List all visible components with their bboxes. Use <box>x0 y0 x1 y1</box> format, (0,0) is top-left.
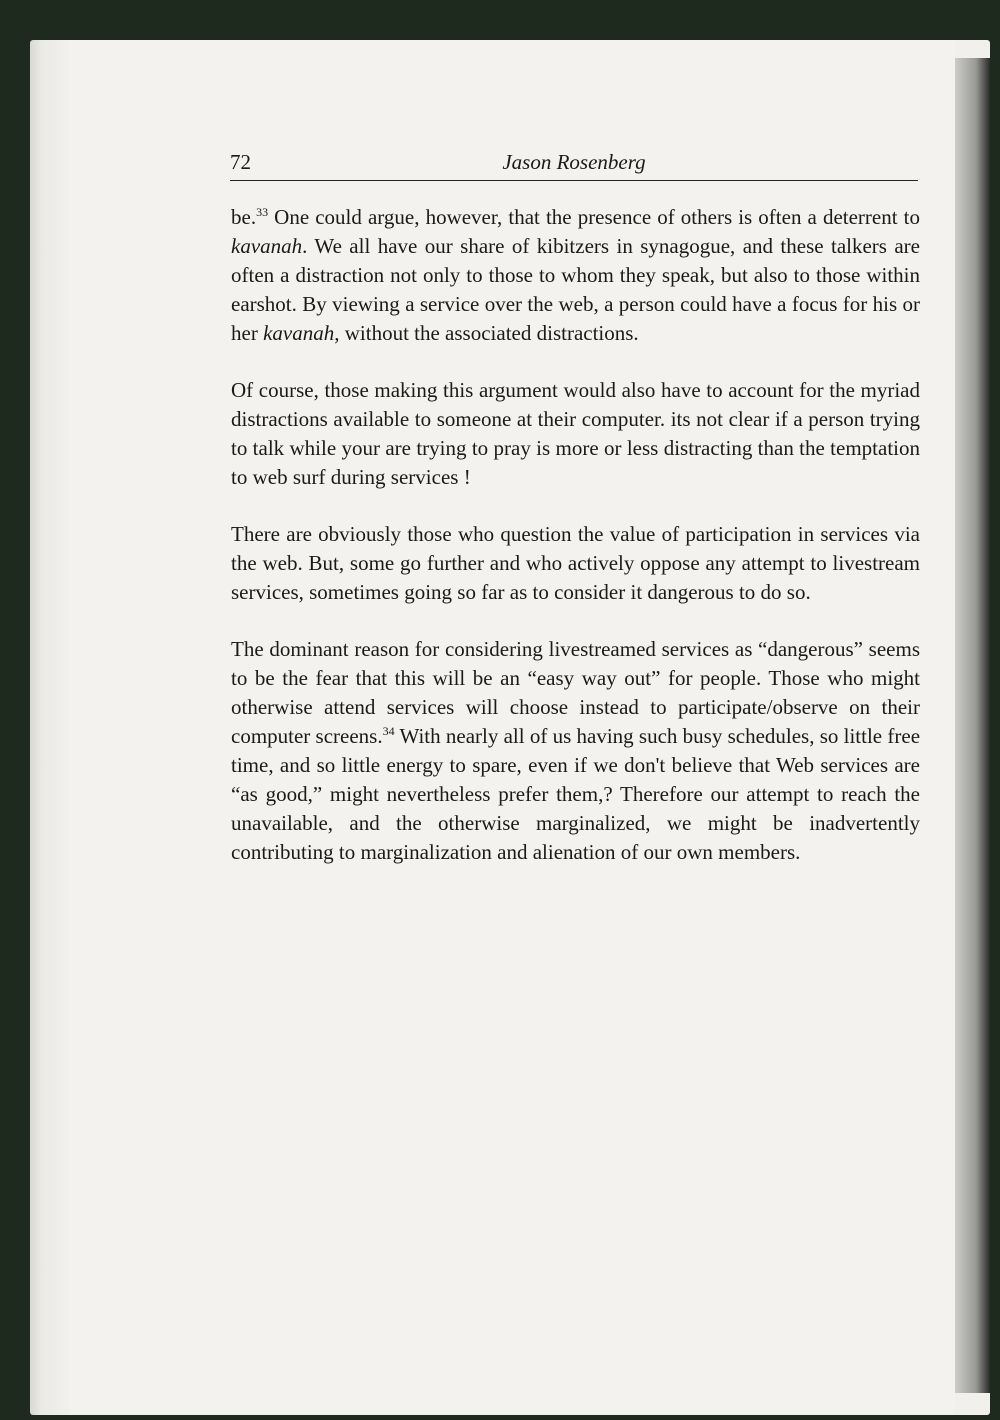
paragraph-1-text-a: be. <box>231 205 257 229</box>
paragraph-1-text-c: . We all have our share of kibitzers in synagogue, and these talkers are often a distraction not only to those to whom they speak, but also to those within earshot. By viewing a service over the web, a person could have a focus for his or her <box>231 234 920 345</box>
running-head <box>230 150 918 181</box>
paragraph-2: Of course, those making this argument would also have to account for the myriad distractions available to someone at their computer. its not clear if a person trying to talk while your are trying to pray is more or less distracting than the temptation to web surf during services ! <box>231 378 920 489</box>
paragraph-1-text-d: , without the associated distractions. <box>334 321 639 345</box>
footnote-ref-33: 33 <box>256 205 269 219</box>
page-edge <box>954 58 990 1393</box>
paragraph-4 <box>231 635 920 867</box>
paragraph-3: There are obviously those who question the value of participation in services via the web. But, some go further and who actively oppose any attempt to livestream services, sometimes going so far as to consider it dangerous to do so. <box>231 522 920 604</box>
italic-term: kavanah <box>263 321 335 345</box>
running-head-author: Jason Rosenberg <box>502 150 646 174</box>
italic-term: kavanah <box>231 234 303 258</box>
paragraph-1 <box>231 203 920 348</box>
page-number: 72 <box>230 150 251 174</box>
paragraph-4-text-b: With nearly all of us having such busy schedules, so little free time, and so little energy to spare, even if we don't believe that Web services are “as good,” might nevertheless prefer them,? Therefore our attempt to reach the unavailable, and the otherwise marginalized, we might be inadvertently contributing to marginalization and alienation of our own members. <box>231 724 921 864</box>
paragraph-4-text-a: The dominant reason for considering livestreamed services as “dangerous” seems to be the fear that this will be an “easy way out” for people. Those who might otherwise attend services will choose instead to participate/observe on their computer screens. <box>231 637 920 748</box>
body-text <box>231 203 920 867</box>
footnote-ref-34: 34 <box>382 724 395 738</box>
paragraph-1-text-b: One could argue, however, that the presence of others is often a deterrent to <box>268 205 920 229</box>
